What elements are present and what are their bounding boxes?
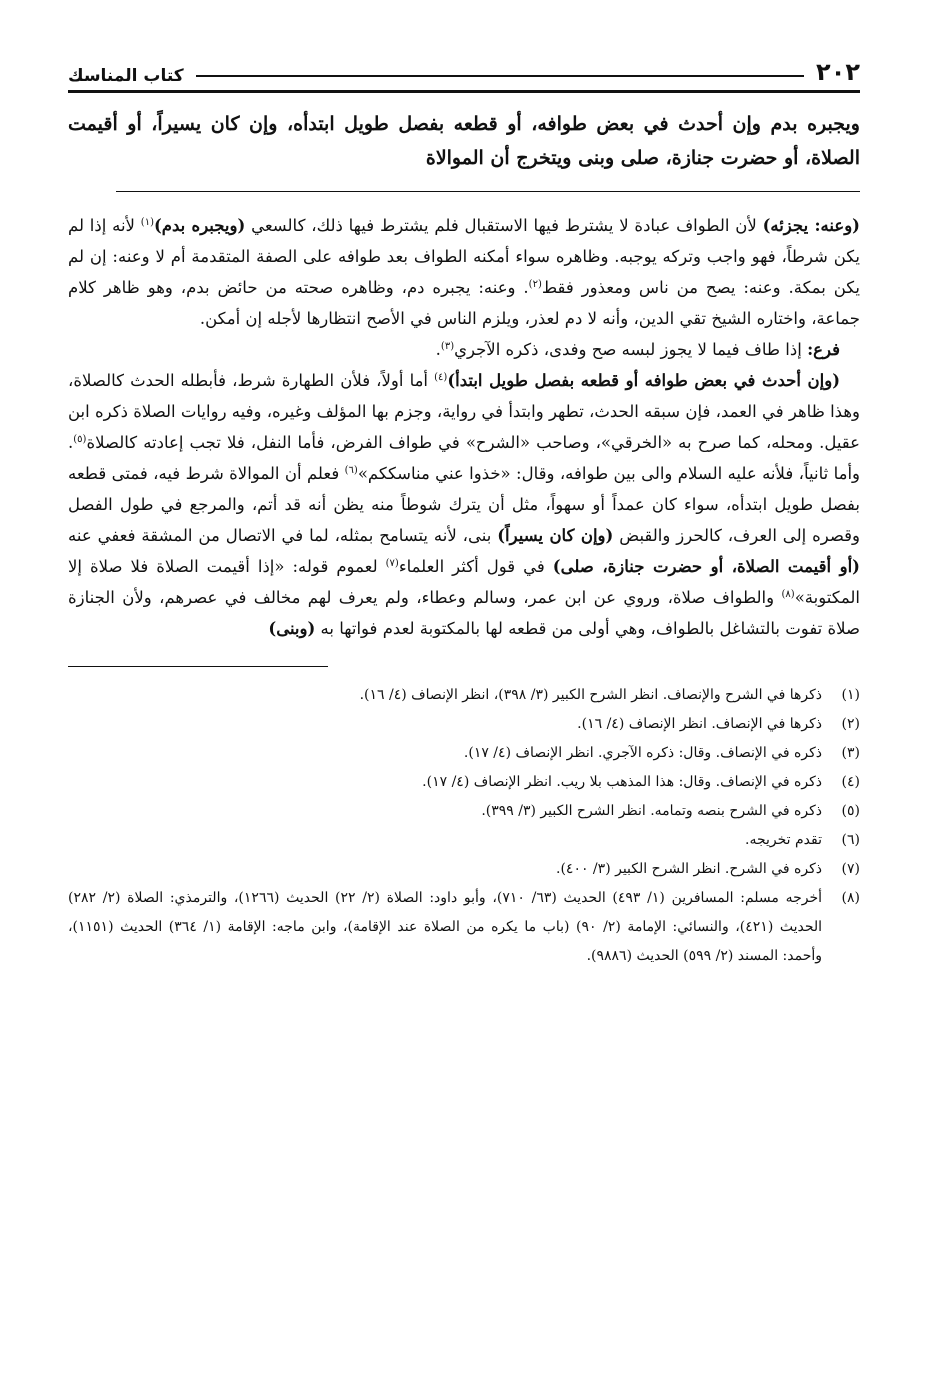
quoted-phrase: (ويجبره بدم) (153, 216, 246, 235)
quoted-phrase: (وبنى) (268, 619, 316, 638)
footnote-ref[interactable]: (٧) (385, 558, 399, 569)
footnote-ref[interactable]: (٦) (344, 465, 358, 476)
footnote-number: (١) (841, 687, 860, 703)
footnote-number: (٦) (841, 832, 860, 848)
footnote-ref[interactable]: (٨) (781, 589, 795, 600)
text-commentary-divider (116, 191, 860, 192)
quoted-phrase: (وإن أحدث في بعض طوافه أو قطعه بفصل طويل ابتدأ) (447, 371, 840, 390)
footnote-item (68, 855, 860, 884)
footnotes (68, 681, 860, 971)
footnote-number: (٢) (841, 716, 860, 732)
commentary-text: بنى، لأنه يتسامح بمثله، لما في الاتصال من المشقة فعفي عنه (68, 526, 498, 545)
footnote-item (68, 710, 860, 739)
footnote-text: أخرجه مسلم: المسافرين (١/ ٤٩٣) الحديث (٦٣/ ٧١٠)، وأبو داود: الصلاة (٢/ ٢٢) الحديث (١٢٦٦)، والترمذي: الصلاة (٢/ ٢٨٢) الحديث (٤٢١)، والنسائي: الإمامة (٢/ ٩٠) (باب ما يكره من الصلاة عند الإقامة)، وابن ماجه: الإقامة (١/ ٣٦٤) الحديث (١١٥١)، وأحمد: المسند (٢/ ٥٩٩) الحديث (٩٨٨٦). (68, 890, 823, 964)
footnote-number: (٨) (841, 890, 860, 906)
footnote-item (68, 884, 860, 971)
quoted-phrase: (وعنه: يجزئه) (762, 216, 860, 235)
commentary-text: . وأما ثانياً، فلأنه عليه السلام والى بين طوافه، وقال: «خذوا عني مناسككم» (68, 433, 860, 483)
quoted-phrase: (أو أقيمت الصلاة، أو حضرت جنازة، صلى) (552, 557, 860, 576)
commentary-text: لعموم قوله: «إذا أقيمت الصلاة فلا صلاة إلا المكتوبة» (68, 557, 860, 607)
footnote-ref[interactable]: (٤) (434, 372, 448, 383)
footnote-text: تقدم تخريجه. (745, 832, 822, 848)
footnote-ref[interactable]: (٣) (440, 341, 455, 352)
footnote-text: ذكره في الإنصاف. وقال: ذكره الآجري. انظر الإنصاف (٤/ ١٧). (463, 745, 822, 761)
footnote-text: ذكره في الشرح. انظر الشرح الكبير (٣/ ٤٠٠). (556, 861, 822, 877)
commentary-text: لأن الطواف عبادة لا يشترط فيها الاستقبال فلم يشترط فيها ذلك، كالسعي (245, 216, 763, 235)
footnote-text: ذكره في الإنصاف. وقال: هذا المذهب بلا ريب. انظر الإنصاف (٤/ ١٧). (422, 774, 822, 790)
footnote-number: (٧) (841, 861, 860, 877)
commentary-text: إذا طاف فيما لا يجوز لبسه صح وفدى، ذكره الآجري (454, 340, 808, 359)
commentary-text: أما أولاً، فلأن الطهارة شرط، فأبطله الحدث كالصلاة، وهذا ظاهر في العمد، فإن سبقه الحدث، تطهر وابتدأ في رواية، وجزم بها المؤلف وغيره، وفيه روايات الصلاة ذكره ابن عقيل. ومحله، كما صرح به «الخرقي»، وصاحب «الشرح» في طواف الفرض، فأما النفل، فلا تجب إعادته كالصلاة (68, 371, 860, 452)
commentary-paragraph (68, 210, 860, 334)
footnote-text: ذكرها في الشرح والإنصاف. انظر الشرح الكبير (٣/ ٣٩٨)، انظر الإنصاف (٤/ ١٦). (359, 687, 822, 703)
footnote-item (68, 681, 860, 710)
footnote-item (68, 768, 860, 797)
footnote-ref[interactable]: (١) (140, 217, 154, 228)
footnote-ref[interactable]: (٥) (73, 434, 87, 445)
footnote-divider (68, 666, 328, 667)
footnote-item (68, 797, 860, 826)
page-header (68, 50, 860, 86)
commentary-paragraph (68, 365, 860, 644)
commentary-text: . وعنه: يجبره دم، وظاهره صحته من حائض بدم، وهو ظاهر كلام جماعة، واختاره الشيخ تقي الدين، وأنه لا دم لعذر، ويلزم الناس في الأصح انتظارها لأجله إن أمكن. (68, 278, 860, 328)
footnote-text: ذكره في الشرح بنصه وتمامه. انظر الشرح الكبير (٣/ ٣٩٩). (481, 803, 822, 819)
footnote-number: (٤) (841, 774, 860, 790)
page-number: ٢٠٢ (816, 58, 860, 86)
commentary-text: لأنه إذا لم يكن شرطاً، فهو واجب وتركه يوجبه. وظاهره سواء أمكنه الطواف بعد طوافه على الصفة المتقدمة أم لا وعنه: إن لم يكن بمكة. وعنه: يصح من ناس ومعذور فقط (68, 216, 860, 297)
footnote-item (68, 826, 860, 855)
footnote-item (68, 739, 860, 768)
footnote-number: (٣) (841, 745, 860, 761)
branch-label: فرع: (807, 340, 840, 359)
commentary-paragraph (68, 334, 860, 365)
commentary-text: فعلم أن الموالاة شرط فيه، فمتى قطعه بفصل طويل ابتدأه، سواء كان عمداً أو سهواً، مثل أن يترك شوطاً منه يظن أنه قد أتم، والمرجع في طول الفصل وقصره إلى العرف، كالحرز والقبض (68, 464, 860, 545)
header-rule (196, 75, 804, 77)
commentary-text: في قول أكثر العلماء (398, 557, 553, 576)
main-text-paragraph: ويجبره بدم وإن أحدث في بعض طوافه، أو قطعه بفصل طويل ابتدأه، وإن كان يسيراً، أو أقيمت الصلاة، أو حضرت جنازة، صلى وبنى ويتخرج أن الموالاة (68, 113, 860, 169)
main-text (68, 107, 860, 175)
running-title: كتاب المناسك (68, 66, 184, 86)
header-divider (68, 90, 860, 93)
footnote-ref[interactable]: (٢) (528, 279, 542, 290)
commentary-text: والطواف صلاة، وروي عن ابن عمر، وسالم وعطاء، ولم يعرف لهم مخالف في عصرهم، ولأن الجنازة صلاة تفوت بالتشاغل بالطواف، وهي أولى من قطعه لها بالمكتوبة لعدم فواتها به (68, 588, 860, 638)
footnote-text: ذكرها في الإنصاف. انظر الإنصاف (٤/ ١٦). (577, 716, 822, 732)
footnote-number: (٥) (841, 803, 860, 819)
quoted-phrase: (وإن كان يسيراً) (497, 526, 614, 545)
commentary-text: . (435, 340, 441, 359)
commentary (68, 210, 860, 644)
